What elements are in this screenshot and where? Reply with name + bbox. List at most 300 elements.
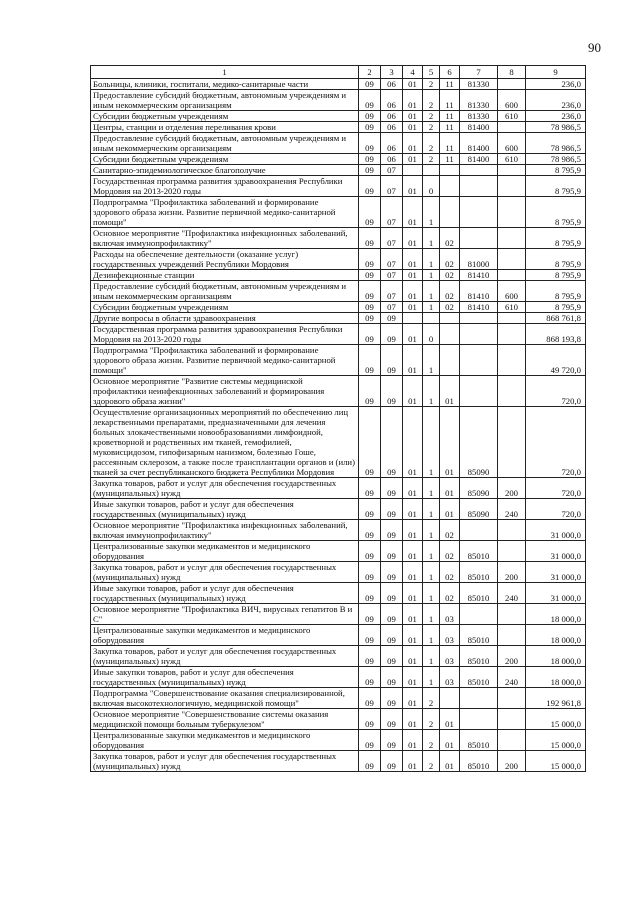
cell-code-pr: 01	[403, 520, 423, 541]
cell-amount: 49 720,0	[526, 345, 586, 376]
table-row	[91, 154, 586, 165]
cell-code-pr: 01	[403, 228, 423, 249]
cell-code-vr	[498, 313, 526, 324]
cell-code-om: 11	[440, 133, 460, 154]
cell-code-gp: 09	[359, 688, 381, 709]
cell-code-vr: 200	[498, 751, 526, 772]
cell-amount: 192 961,8	[526, 688, 586, 709]
cell-amount: 868 193,8	[526, 324, 586, 345]
cell-amount: 78 986,5	[526, 133, 586, 154]
cell-row-name: Государственная программа развития здравоохранения Республики Мордовия на 2013-2020 годы	[91, 324, 359, 345]
cell-row-name: Государственная программа развития здравоохранения Республики Мордовия на 2013-2020 годы	[91, 176, 359, 197]
table-row	[91, 165, 586, 176]
cell-code-sub	[423, 165, 440, 176]
column-header: 3	[381, 66, 403, 79]
cell-amount: 18 000,0	[526, 667, 586, 688]
cell-amount: 8 795,9	[526, 176, 586, 197]
cell-code-rz: 09	[381, 688, 403, 709]
cell-code-sub: 1	[423, 541, 440, 562]
cell-code-gp: 09	[359, 324, 381, 345]
cell-code-rz: 09	[381, 604, 403, 625]
cell-row-name: Иные закупки товаров, работ и услуг для обеспечения государственных (муниципальных) нужд	[91, 667, 359, 688]
cell-code-pr	[403, 165, 423, 176]
cell-amount: 720,0	[526, 376, 586, 407]
cell-code-rz: 07	[381, 270, 403, 281]
column-header: 1	[91, 66, 359, 79]
cell-amount: 720,0	[526, 478, 586, 499]
cell-row-name: Субсидии бюджетным учреждениям	[91, 111, 359, 122]
cell-row-name: Закупка товаров, работ и услуг для обеспечения государственных (муниципальных) нужд	[91, 562, 359, 583]
cell-code-pr: 01	[403, 646, 423, 667]
cell-amount: 31 000,0	[526, 520, 586, 541]
cell-code-vr: 200	[498, 478, 526, 499]
cell-row-name: Санитарно-эпидемиологическое благополучие	[91, 165, 359, 176]
cell-code-direction: 81400	[460, 154, 498, 165]
cell-amount: 8 795,9	[526, 270, 586, 281]
cell-code-direction	[460, 604, 498, 625]
cell-code-pr: 01	[403, 667, 423, 688]
cell-code-gp: 09	[359, 562, 381, 583]
cell-code-sub: 1	[423, 604, 440, 625]
cell-code-vr: 240	[498, 667, 526, 688]
table-row	[91, 228, 586, 249]
table-row	[91, 478, 586, 499]
cell-code-sub: 2	[423, 709, 440, 730]
table-row	[91, 407, 586, 478]
cell-code-gp: 09	[359, 520, 381, 541]
cell-code-vr	[498, 688, 526, 709]
cell-code-om	[440, 176, 460, 197]
cell-code-vr	[498, 541, 526, 562]
cell-code-sub: 1	[423, 667, 440, 688]
cell-code-rz: 06	[381, 111, 403, 122]
cell-code-direction	[460, 345, 498, 376]
cell-code-sub: 1	[423, 345, 440, 376]
cell-code-vr: 240	[498, 499, 526, 520]
cell-code-om: 03	[440, 667, 460, 688]
cell-code-pr: 01	[403, 79, 423, 90]
table-row	[91, 541, 586, 562]
cell-code-rz: 09	[381, 407, 403, 478]
table-row	[91, 313, 586, 324]
cell-code-om: 11	[440, 122, 460, 133]
cell-row-name: Подпрограмма "Профилактика заболеваний и формирование здорового образа жизни. Развитие первичной медико-санитарной помощи"	[91, 197, 359, 228]
cell-code-om: 11	[440, 154, 460, 165]
table-row	[91, 90, 586, 111]
cell-code-om	[440, 324, 460, 345]
cell-code-direction	[460, 688, 498, 709]
table-row	[91, 583, 586, 604]
cell-code-om: 01	[440, 709, 460, 730]
cell-code-rz: 09	[381, 730, 403, 751]
table-row	[91, 197, 586, 228]
table-row	[91, 625, 586, 646]
cell-code-om: 02	[440, 228, 460, 249]
table-row	[91, 270, 586, 281]
cell-code-om: 01	[440, 730, 460, 751]
cell-code-pr: 01	[403, 154, 423, 165]
cell-row-name: Подпрограмма "Совершенствование оказания специализированной, включая высокотехнологичную, медицинской помощи"	[91, 688, 359, 709]
table-body	[91, 79, 586, 772]
cell-code-direction	[460, 324, 498, 345]
cell-code-direction: 85090	[460, 478, 498, 499]
cell-code-vr: 610	[498, 302, 526, 313]
cell-code-direction: 85090	[460, 499, 498, 520]
cell-code-pr: 01	[403, 270, 423, 281]
cell-row-name: Другие вопросы в области здравоохранения	[91, 313, 359, 324]
cell-code-gp: 09	[359, 730, 381, 751]
cell-code-sub: 0	[423, 324, 440, 345]
cell-code-gp: 09	[359, 667, 381, 688]
cell-code-gp: 09	[359, 604, 381, 625]
cell-code-pr: 01	[403, 281, 423, 302]
table-row	[91, 281, 586, 302]
column-header: 5	[423, 66, 440, 79]
cell-code-om: 02	[440, 562, 460, 583]
cell-row-name: Иные закупки товаров, работ и услуг для обеспечения государственных (муниципальных) нужд	[91, 499, 359, 520]
table-row	[91, 499, 586, 520]
cell-code-vr	[498, 730, 526, 751]
cell-code-vr	[498, 345, 526, 376]
cell-row-name: Закупка товаров, работ и услуг для обеспечения государственных (муниципальных) нужд	[91, 751, 359, 772]
cell-code-om: 11	[440, 111, 460, 122]
cell-code-sub: 2	[423, 90, 440, 111]
table-row	[91, 249, 586, 270]
cell-code-sub: 1	[423, 478, 440, 499]
cell-code-vr	[498, 324, 526, 345]
cell-code-om: 03	[440, 625, 460, 646]
cell-code-rz: 09	[381, 499, 403, 520]
cell-code-pr: 01	[403, 302, 423, 313]
cell-code-om: 02	[440, 281, 460, 302]
table-row	[91, 302, 586, 313]
cell-row-name: Центры, станции и отделения переливания крови	[91, 122, 359, 133]
cell-amount: 8 795,9	[526, 197, 586, 228]
cell-code-direction	[460, 709, 498, 730]
cell-amount: 18 000,0	[526, 625, 586, 646]
cell-code-om: 01	[440, 407, 460, 478]
cell-amount: 8 795,9	[526, 302, 586, 313]
cell-amount: 31 000,0	[526, 541, 586, 562]
cell-code-rz: 09	[381, 583, 403, 604]
cell-code-pr: 01	[403, 133, 423, 154]
cell-code-om: 01	[440, 376, 460, 407]
cell-row-name: Централизованные закупки медикаментов и медицинского оборудования	[91, 541, 359, 562]
cell-code-vr: 200	[498, 562, 526, 583]
cell-code-direction	[460, 376, 498, 407]
cell-code-direction: 85010	[460, 751, 498, 772]
cell-code-direction: 81410	[460, 270, 498, 281]
cell-code-rz: 07	[381, 165, 403, 176]
cell-code-om: 03	[440, 604, 460, 625]
cell-code-gp: 09	[359, 345, 381, 376]
cell-code-vr: 240	[498, 583, 526, 604]
cell-code-vr	[498, 122, 526, 133]
cell-code-om	[440, 313, 460, 324]
cell-code-sub: 1	[423, 302, 440, 313]
cell-code-direction: 85010	[460, 646, 498, 667]
cell-code-pr: 01	[403, 345, 423, 376]
cell-code-om	[440, 197, 460, 228]
cell-code-pr: 01	[403, 324, 423, 345]
cell-code-sub: 1	[423, 376, 440, 407]
cell-amount: 236,0	[526, 111, 586, 122]
cell-code-gp: 09	[359, 281, 381, 302]
cell-code-gp: 09	[359, 176, 381, 197]
cell-code-rz: 07	[381, 281, 403, 302]
cell-code-rz: 06	[381, 90, 403, 111]
cell-amount: 15 000,0	[526, 751, 586, 772]
table-row	[91, 345, 586, 376]
cell-code-gp: 09	[359, 478, 381, 499]
cell-code-direction: 81330	[460, 111, 498, 122]
column-header: 6	[440, 66, 460, 79]
table-row	[91, 122, 586, 133]
cell-code-rz: 09	[381, 709, 403, 730]
cell-row-name: Основное мероприятие "Профилактика инфекционных заболеваний, включая иммунопрофилактику"	[91, 228, 359, 249]
cell-code-om	[440, 688, 460, 709]
cell-row-name: Закупка товаров, работ и услуг для обеспечения государственных (муниципальных) нужд	[91, 646, 359, 667]
cell-code-vr	[498, 197, 526, 228]
cell-code-sub: 1	[423, 197, 440, 228]
table-row	[91, 709, 586, 730]
cell-code-om: 02	[440, 270, 460, 281]
cell-code-gp: 09	[359, 407, 381, 478]
cell-code-pr: 01	[403, 730, 423, 751]
cell-code-om: 11	[440, 79, 460, 90]
cell-code-gp: 09	[359, 154, 381, 165]
cell-code-gp: 09	[359, 376, 381, 407]
cell-code-direction: 85010	[460, 667, 498, 688]
cell-code-sub: 2	[423, 154, 440, 165]
cell-code-rz: 09	[381, 376, 403, 407]
cell-code-sub: 1	[423, 583, 440, 604]
cell-code-gp: 09	[359, 249, 381, 270]
cell-code-sub: 2	[423, 133, 440, 154]
cell-code-direction	[460, 520, 498, 541]
cell-code-pr: 01	[403, 111, 423, 122]
cell-code-sub: 1	[423, 407, 440, 478]
cell-code-om: 02	[440, 541, 460, 562]
cell-code-vr	[498, 604, 526, 625]
cell-row-name: Основное мероприятие "Совершенствование системы оказания медицинской помощи больным туберкулезом"	[91, 709, 359, 730]
cell-code-vr	[498, 407, 526, 478]
cell-code-rz: 06	[381, 122, 403, 133]
column-header: 7	[460, 66, 498, 79]
cell-code-gp: 09	[359, 197, 381, 228]
cell-row-name: Иные закупки товаров, работ и услуг для обеспечения государственных (муниципальных) нужд	[91, 583, 359, 604]
table-row	[91, 604, 586, 625]
cell-code-vr: 200	[498, 646, 526, 667]
cell-code-gp: 09	[359, 313, 381, 324]
budget-table	[90, 65, 586, 772]
cell-code-sub: 1	[423, 646, 440, 667]
cell-code-vr	[498, 709, 526, 730]
cell-code-gp: 09	[359, 270, 381, 281]
cell-code-rz: 07	[381, 302, 403, 313]
cell-code-direction: 85010	[460, 583, 498, 604]
cell-row-name: Расходы на обеспечение деятельности (оказание услуг) государственных учреждений Республики Мордовия	[91, 249, 359, 270]
cell-code-gp: 09	[359, 302, 381, 313]
cell-code-om: 01	[440, 499, 460, 520]
cell-code-gp: 09	[359, 228, 381, 249]
cell-code-gp: 09	[359, 709, 381, 730]
cell-code-rz: 07	[381, 249, 403, 270]
cell-code-direction: 85010	[460, 625, 498, 646]
cell-row-name: Предоставление субсидий бюджетным, автономным учреждениям и иным некоммерческим организациям	[91, 281, 359, 302]
cell-row-name: Больницы, клиники, госпитали, медико-санитарные части	[91, 79, 359, 90]
cell-code-pr: 01	[403, 709, 423, 730]
cell-code-direction: 85090	[460, 407, 498, 478]
cell-code-rz: 06	[381, 133, 403, 154]
cell-amount: 31 000,0	[526, 583, 586, 604]
cell-code-pr: 01	[403, 478, 423, 499]
table-row	[91, 751, 586, 772]
cell-code-gp: 09	[359, 79, 381, 90]
cell-code-gp: 09	[359, 751, 381, 772]
cell-amount: 236,0	[526, 79, 586, 90]
cell-amount: 15 000,0	[526, 709, 586, 730]
cell-code-sub: 2	[423, 688, 440, 709]
cell-code-om: 02	[440, 302, 460, 313]
cell-row-name: Субсидии бюджетным учреждениям	[91, 302, 359, 313]
cell-code-rz: 09	[381, 541, 403, 562]
cell-code-direction: 85010	[460, 541, 498, 562]
cell-code-direction: 81400	[460, 133, 498, 154]
table-row	[91, 79, 586, 90]
cell-code-direction: 81410	[460, 281, 498, 302]
cell-code-gp: 09	[359, 625, 381, 646]
cell-amount: 78 986,5	[526, 154, 586, 165]
table-row	[91, 111, 586, 122]
cell-code-gp: 09	[359, 133, 381, 154]
cell-code-direction: 81000	[460, 249, 498, 270]
table-row	[91, 376, 586, 407]
cell-code-pr: 01	[403, 751, 423, 772]
cell-code-direction: 81400	[460, 122, 498, 133]
cell-amount: 8 795,9	[526, 165, 586, 176]
cell-code-rz: 07	[381, 228, 403, 249]
cell-code-sub	[423, 313, 440, 324]
cell-code-direction	[460, 313, 498, 324]
table-row	[91, 562, 586, 583]
table-header-row	[91, 66, 586, 79]
cell-code-pr: 01	[403, 541, 423, 562]
cell-code-pr: 01	[403, 249, 423, 270]
table-row	[91, 667, 586, 688]
column-header: 4	[403, 66, 423, 79]
cell-amount: 78 986,5	[526, 122, 586, 133]
cell-code-pr: 01	[403, 583, 423, 604]
cell-code-sub: 1	[423, 625, 440, 646]
cell-code-direction	[460, 165, 498, 176]
cell-amount: 236,0	[526, 90, 586, 111]
column-header: 8	[498, 66, 526, 79]
table-row	[91, 520, 586, 541]
cell-code-pr: 01	[403, 499, 423, 520]
cell-code-vr: 610	[498, 111, 526, 122]
cell-code-gp: 09	[359, 165, 381, 176]
cell-code-rz: 09	[381, 625, 403, 646]
cell-code-direction: 81330	[460, 90, 498, 111]
cell-code-vr	[498, 376, 526, 407]
cell-code-pr: 01	[403, 176, 423, 197]
cell-code-rz: 09	[381, 562, 403, 583]
cell-amount: 720,0	[526, 499, 586, 520]
cell-code-direction: 85010	[460, 730, 498, 751]
cell-code-sub: 2	[423, 79, 440, 90]
cell-code-sub: 2	[423, 730, 440, 751]
cell-code-sub: 2	[423, 111, 440, 122]
cell-code-gp: 09	[359, 541, 381, 562]
cell-code-direction: 81330	[460, 79, 498, 90]
cell-code-vr: 600	[498, 281, 526, 302]
cell-code-om: 11	[440, 90, 460, 111]
cell-code-om: 03	[440, 646, 460, 667]
cell-code-gp: 09	[359, 646, 381, 667]
cell-code-rz: 09	[381, 345, 403, 376]
cell-code-om: 01	[440, 751, 460, 772]
cell-code-sub: 0	[423, 176, 440, 197]
cell-amount: 8 795,9	[526, 281, 586, 302]
cell-code-vr: 600	[498, 90, 526, 111]
cell-code-gp: 09	[359, 111, 381, 122]
cell-row-name: Предоставление субсидий бюджетным, автономным учреждениям и иным некоммерческим организациям	[91, 133, 359, 154]
cell-code-pr: 01	[403, 122, 423, 133]
cell-code-direction	[460, 228, 498, 249]
cell-code-direction: 85010	[460, 562, 498, 583]
cell-code-pr: 01	[403, 688, 423, 709]
cell-row-name: Основное мероприятие "Профилактика инфекционных заболеваний, включая иммунопрофилактику"	[91, 520, 359, 541]
cell-code-pr: 01	[403, 407, 423, 478]
cell-code-rz: 09	[381, 478, 403, 499]
column-header: 9	[526, 66, 586, 79]
cell-code-pr	[403, 313, 423, 324]
cell-amount: 18 000,0	[526, 604, 586, 625]
cell-code-gp: 09	[359, 499, 381, 520]
cell-code-rz: 07	[381, 197, 403, 228]
cell-code-rz: 09	[381, 646, 403, 667]
cell-code-om	[440, 345, 460, 376]
cell-code-rz: 06	[381, 79, 403, 90]
cell-code-vr	[498, 79, 526, 90]
page-number: 90	[588, 40, 601, 55]
cell-code-vr	[498, 270, 526, 281]
cell-code-rz: 09	[381, 751, 403, 772]
cell-code-pr: 01	[403, 562, 423, 583]
cell-code-gp: 09	[359, 122, 381, 133]
cell-amount: 868 761,8	[526, 313, 586, 324]
cell-code-direction	[460, 176, 498, 197]
cell-amount: 720,0	[526, 407, 586, 478]
cell-code-sub: 2	[423, 751, 440, 772]
cell-code-om: 02	[440, 583, 460, 604]
cell-code-sub: 1	[423, 270, 440, 281]
cell-row-name: Предоставление субсидий бюджетным, автономным учреждениям и иным некоммерческим организациям	[91, 90, 359, 111]
table-row	[91, 646, 586, 667]
cell-code-vr	[498, 165, 526, 176]
cell-code-sub: 1	[423, 520, 440, 541]
cell-code-gp: 09	[359, 90, 381, 111]
column-header: 2	[359, 66, 381, 79]
cell-row-name: Осуществление организационных мероприятий по обеспечению лиц лекарственными препаратами, предназначенными для лечения больных злокачественными новообразованиями лимфоидной, кроветворной и родственных им тканей, гемофилией, муковисцидозом, гипофизарным нанизмом, болезнью Гоше, рассеянным склерозом, а также после трансплантации органов и (или) тканей за счет республиканского бюджета Республики Мордовия	[91, 407, 359, 478]
cell-code-sub: 1	[423, 228, 440, 249]
cell-code-direction	[460, 197, 498, 228]
cell-code-sub: 1	[423, 249, 440, 270]
cell-code-vr	[498, 176, 526, 197]
cell-code-direction: 81410	[460, 302, 498, 313]
cell-row-name: Основное мероприятие "Развитие системы медицинской профилактики неинфекционных заболеваний и формирования здорового образа жизни"	[91, 376, 359, 407]
